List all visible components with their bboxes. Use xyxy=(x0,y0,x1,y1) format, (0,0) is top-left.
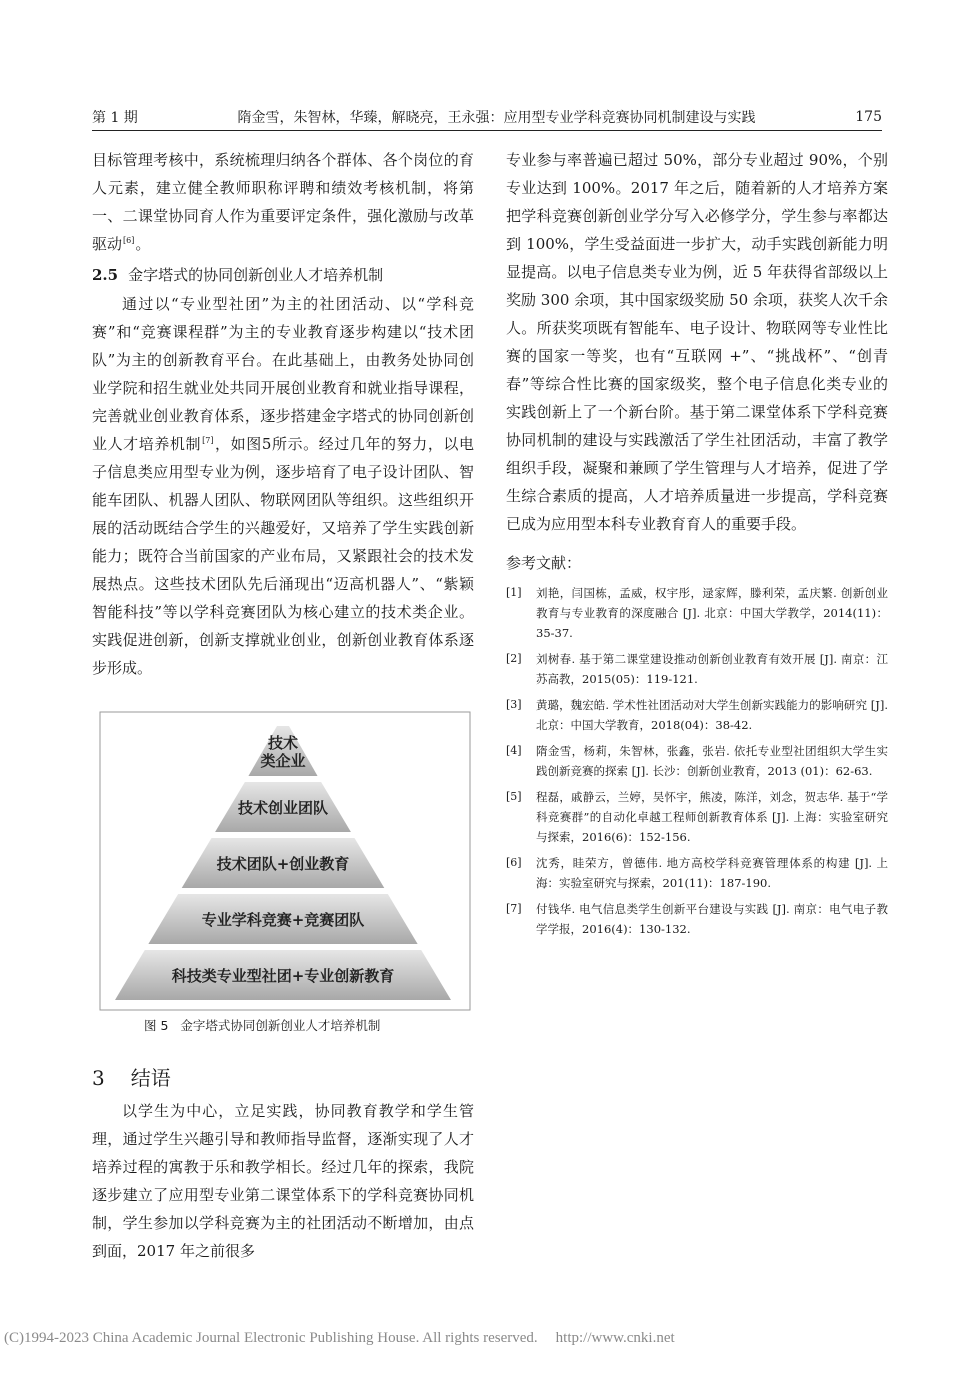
right-column xyxy=(506,146,888,945)
references-list xyxy=(506,583,888,939)
running-header xyxy=(92,104,882,131)
pyramid-level-label: 科技类专业型社团+专业创新教育 xyxy=(171,967,395,985)
pyramid-level-label: 技术 xyxy=(267,734,299,752)
subsection-title: 金字塔式的协同创新创业人才培养机制 xyxy=(128,266,384,284)
footer-url: http://www.cnki.net xyxy=(555,1330,675,1346)
reference-text: 黄璐，魏宏皓. 学术性社团活动对大学生创新实践能力的影响研究 [J]. 北京：中国大学教育，2018(04)：38-42. xyxy=(536,698,888,732)
reference-text: 付钱华. 电气信息类学生创新平台建设与实践 [J]. 南京：电气电子教学学报，2016(4)：130-132. xyxy=(536,902,888,936)
page-footer xyxy=(4,1330,675,1347)
citation-ref: [7] xyxy=(202,436,214,445)
reference-text: 隋金雪，杨莉，朱智林，张鑫，张岩. 依托专业型社团组织大学生实践创新竞赛的探索 [J]. 长沙：创新创业教育，2013 (01)：62-63. xyxy=(536,744,888,778)
reference-item xyxy=(506,583,888,643)
reference-item xyxy=(506,649,888,689)
figure-caption-text: 金字塔式协同创新创业人才培养机制 xyxy=(180,1018,381,1033)
reference-number: [4] xyxy=(506,744,522,757)
reference-text: 刘艳，闫国栋，孟威，权宇彤，逯家辉，滕利荣，孟庆繁. 创新创业教育与专业教育的深度融合 [J]. 北京：中国大学教学，2014(11)：35-37. xyxy=(536,586,888,640)
running-title: 隋金雪，朱智林，华臻，解晓亮，王永强：应用型专业学科竞赛协同机制建设与实践 xyxy=(237,110,756,126)
references-heading: 参考文献： xyxy=(506,554,582,572)
reference-item xyxy=(506,695,888,735)
figure-label: 图 5 xyxy=(144,1018,169,1033)
reference-text: 程磊，戚静云，兰婷，吴怀宇，熊凌，陈洋，刘念，贺志华. 基于“学科竞赛群”的自动化卓越工程师创新教育体系 [J]. 上海：实验室研究与探索，2016(6)：152-156. xyxy=(536,790,888,844)
citation-ref: [6] xyxy=(123,236,135,245)
paragraph xyxy=(92,146,474,258)
reference-number: [7] xyxy=(506,902,522,915)
reference-number: [5] xyxy=(506,790,522,803)
reference-item xyxy=(506,853,888,893)
reference-item xyxy=(506,741,888,781)
reference-text: 刘树春. 基于第二课堂建设推动创新创业教育有效开展 [J]. 南京：江苏高教，2015(05)：119-121. xyxy=(536,652,888,686)
figure-5 xyxy=(92,708,474,1034)
subsection-heading xyxy=(92,262,474,288)
page-number: 175 xyxy=(855,109,882,125)
paragraph-text: ，如图5所示。经过几年的努力，以电子信息类应用型专业为例，逐步培育了电子设计团队、智能车团队、机器人团队、物联网团队等组织。这些组织开展的活动既结合学生的兴趣爱好，又培养了学生实践创新能力；既符合当前国家的产业布局，又紧跟社会的技术发展热点。这些技术团队先后涌现出“迈高机器人”、“紫颖智能科技”等以学科竞赛团队为核心建立的技术类企业。实践促进创新，创新支撑就业创业，创新创业教育体系逐步形成。 xyxy=(92,435,474,677)
copyright-notice: (C)1994-2023 China Academic Journal Electronic Publishing House. All rights reserved. xyxy=(4,1330,538,1346)
reference-number: [3] xyxy=(506,698,522,711)
paragraph: 专业参与率普遍已超过 50%，部分专业超过 90%，个别专业达到 100%。2017 年之后，随着新的人才培养方案把学科竞赛创新创业学分写入必修学分，学生参与率都达到 100%，学生受益面进一步扩大，动手实践创新能力明显提高。以电子信息类专业为例，近 5 年获得省部级以上奖励 300 余项，其中国家级奖励 50 余项，获奖人次千余人。所获奖项既有智能车、电子设计、物联网等专业性比赛的国家一等奖，也有“互联网 +”、“挑战杯”、“创青春”等综合性比赛的国家级奖，整个电子信息化类专业的实践创新上了一个新台阶。基于第二课堂体系下学科竞赛协同机制的建设与实践激活了学生社团活动，丰富了教学组织手段，凝聚和兼顾了学生管理与人才培养，促进了学生综合素质的提高，人才培养质量进一步提高，学科竞赛已成为应用型本科专业教育育人的重要手段。 xyxy=(506,151,888,533)
section-heading xyxy=(92,1062,474,1091)
reference-text: 沈秀，眭荣方，曾德伟. 地方高校学科竞赛管理体系的构建 [J]. 上海：实验室研究与探索，201(11)：187-190. xyxy=(536,856,888,890)
pyramid-level-label: 类企业 xyxy=(260,752,306,770)
paragraph-text: 。 xyxy=(135,235,151,253)
section-title: 结语 xyxy=(130,1066,171,1090)
section-number: 3 xyxy=(92,1066,105,1090)
reference-item xyxy=(506,899,888,939)
paragraph-text: 通过以“专业型社团”为主的社团活动、以“学科竞赛”和“竞赛课程群”为主的专业教育逐步构建以“技术团队”为主的创新教育平台。在此基础上，由教务处协同创业学院和招生就业处共同开展创业教育和就业指导课程，完善就业创业教育体系，逐步搭建金字塔式的协同创新创业人才培养机制 xyxy=(92,295,474,453)
figure-caption xyxy=(92,1016,474,1034)
pyramid-level-label: 技术创业团队 xyxy=(237,799,329,817)
left-column xyxy=(92,146,474,1265)
pyramid-diagram xyxy=(92,708,474,1014)
reference-number: [2] xyxy=(506,652,522,665)
paragraph-text: 目标管理考核中，系统梳理归纳各个群体、各个岗位的育人元素，建立健全教师职称评聘和绩效考核机制，将第一、二课堂协同育人作为重要评定条件，强化激励与改革驱动 xyxy=(92,151,474,253)
reference-item xyxy=(506,787,888,847)
issue-number: 第 1 期 xyxy=(92,110,138,126)
pyramid-level-label: 专业学科竞赛+竞赛团队 xyxy=(201,911,365,929)
paragraph: 以学生为中心，立足实践，协同教育教学和学生管理，通过学生兴趣引导和教师指导监督，逐渐实现了人才培养过程的寓教于乐和教学相长。经过几年的探索，我院逐步建立了应用型专业第二课堂体系下的学科竞赛协同机制，学生参加以学科竞赛为主的社团活动不断增加，由点到面，2017 年之前很多 xyxy=(92,1102,474,1260)
pyramid-level-label: 技术团队+创业教育 xyxy=(216,855,350,873)
subsection-number: 2.5 xyxy=(92,266,119,284)
reference-number: [6] xyxy=(506,856,522,869)
paragraph xyxy=(92,290,474,682)
reference-number: [1] xyxy=(506,586,522,599)
